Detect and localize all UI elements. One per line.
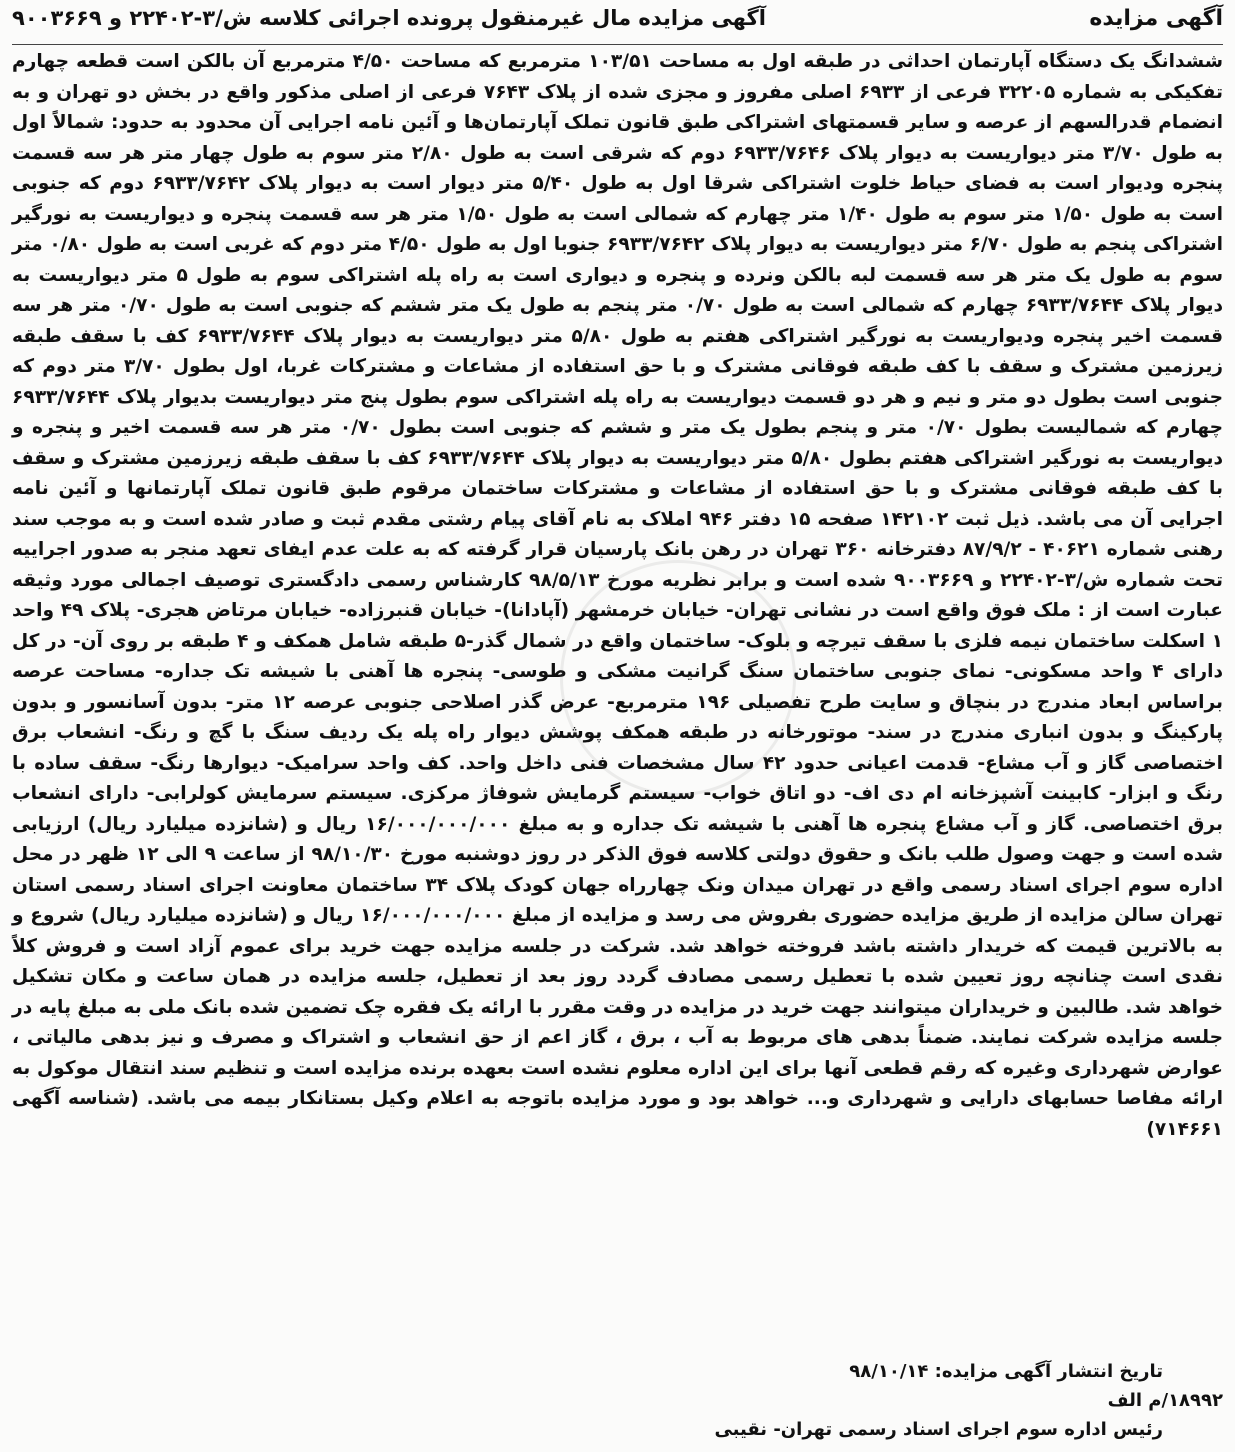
footer-row-signature	[12, 1415, 1223, 1444]
notice-header	[12, 6, 1223, 45]
notice-title: آگهی مزایده مال غیرمنقول پرونده اجرائی کلاسه ش/۳-۲۲۴۰۲ و ۹۰۰۳۶۶۹	[12, 6, 766, 30]
notice-label: آگهی مزایده	[1089, 6, 1223, 31]
footer-row-ref	[12, 1386, 1223, 1415]
notice-footer	[12, 1357, 1223, 1444]
signature-line: رئیس اداره سوم اجرای اسناد رسمی تهران- نقیبی	[714, 1419, 1163, 1440]
footer-row-date	[12, 1357, 1223, 1386]
notice-body	[12, 47, 1223, 1145]
notice-paragraph: ششدانگ یک دستگاه آپارتمان احداثی در طبقه اول به مساحت ۱۰۳/۵۱ مترمربع که مساحت ۴/۵۰ مترمربع آن بالکن است قطعه چهارم تفکیکی به شماره ۳۲۲۰۵ فرعی از ۶۹۳۳ اصلی مفروز و مجزی شده از پلاک ۷۶۴۳ فرعی از اصلی مذکور واقع در بخش دو تهران و به انضمام قدرالسهم از عرصه و سایر قسمتهای اشتراکی طبق قانون تملک آپارتمان‌ها و آئین نامه اجرایی آن محدود به حدود: شمالاً اول به طول ۳/۷۰ متر دیواریست به دیوار پلاک ۶۹۳۳/۷۶۴۶ دوم که شرقی است به طول ۲/۸۰ متر سوم به طول چهار متر هر سه قسمت پنجره ودیوار است به فضای حیاط خلوت اشتراکی شرقا اول به طول ۵/۴۰ متر دیوار است به دیوار پلاک ۶۹۳۳/۷۶۴۲ دوم که جنوبی است به طول ۱/۵۰ متر سوم به طول ۱/۴۰ متر چهارم که شمالی است به طول ۱/۵۰ متر هر سه قسمت پنجره و دیواریست به نورگیر اشتراکی پنجم به طول ۶/۷۰ متر دیواریست به دیوار پلاک ۶۹۳۳/۷۶۴۲ جنوبا اول به طول ۴/۵۰ متر دوم که غربی است به طول ۰/۸۰ متر سوم به طول یک متر هر سه قسمت لبه بالکن ونرده و پنجره و دیواری است به راه پله اشتراکی سوم به طول ۵ متر دیواریست به دیوار پلاک ۶۹۳۳/۷۶۴۴ چهارم که شمالی است به طول ۰/۷۰ متر پنجم به طول یک متر ششم که جنوبی است به طول ۰/۷۰ متر هر سه قسمت اخیر پنجره ودیواریست به نورگیر اشتراکی هفتم به طول ۵/۸۰ متر دیواریست به دیوار پلاک ۶۹۳۳/۷۶۴۴ کف با سقف طبقه زیرزمین مشترک و سقف با کف طبقه فوقانی مشترک و با حق استفاده از مشاعات و مشترکات غربا، اول بطول ۳/۷۰ متر دوم که جنوبی است بطول دو متر و نیم و هر دو قسمت دیواریست به راه پله اشتراکی سوم بطول پنج متر دیواریست بدیوار پلاک ۶۹۳۳/۷۶۴۴ چهارم که شمالیست بطول ۰/۷۰ متر و پنجم بطول یک متر و ششم که جنوبی است بطول ۰/۷۰ متر هر سه قسمت اخیر و پنجره و دیواریست به نورگیر اشتراکی هفتم بطول ۵/۸۰ متر دیواریست به دیوار پلاک ۶۹۳۳/۷۶۴۴ کف با سقف طبقه زیرزمین مشترک و سقف با کف طبقه فوقانی مشترک و با حق استفاده از مشاعات و مشترکات ساختمان مرقوم طبق قانون تملک آپارتمانها و آئین نامه اجرایی آن می باشد. ذیل ثبت ۱۴۲۱۰۲ صفحه ۱۵ دفتر ۹۴۶ املاک به نام آقای پیام رشتی مقدم ثبت و صادر شده است و به موجب سند رهنی شماره ۴۰۶۲۱ - ۸۷/۹/۲ دفترخانه ۳۶۰ تهران در رهن بانک پارسیان قرار گرفته که به علت عدم ایفای تعهد منجر به صدور اجراییه تحت شماره ش/۳-۲۲۴۰۲ و ۹۰۰۳۶۶۹ شده است و برابر نظریه مورخ ۹۸/۵/۱۳ کارشناس رسمی دادگستری توصیف اجمالی مورد وثیقه عبارت است از : ملک فوق واقع است در نشانی تهران- خیابان خرمشهر (آپادانا)- خیابان قنبرزاده- خیابان مرتاض هجری- پلاک ۴۹ واحد ۱ اسکلت ساختمان نیمه فلزی با سقف تیرچه و بلوک- ساختمان واقع در شمال گذر-۵ طبقه شامل همکف و ۴ طبقه بر روی آن- در کل دارای ۴ واحد مسکونی- نمای جنوبی ساختمان سنگ گرانیت مشکی و طوسی- پنجره ها آهنی با شیشه تک جداره- مساحت عرصه براساس ابعاد مندرج در بنچاق و سایت طرح تفصیلی ۱۹۶ مترمربع- عرض گذر اصلاحی جنوبی عرصه ۱۲ متر- بدون آسانسور و بدون پارکینگ و بدون انباری مندرج در سند- موتورخانه در طبقه همکف پوشش دیوار راه پله یک ردیف سنگ با گچ و رنگ- انشعاب برق اختصاصی گاز و آب مشاع- قدمت اعیانی حدود ۴۲ سال مشخصات فنی داخل واحد. کف واحد سرامیک- دیوارها رنگ- سقف ساده با رنگ و ابزار- کابینت آشپزخانه ام دی اف- دو اتاق خواب- سیستم گرمایش شوفاژ مرکزی. سیستم سرمایش کولرابی- دارای انشعاب برق اختصاصی. گاز و آب مشاع پنجره ها آهنی با شیشه تک جداره و به مبلغ ۱۶/۰۰۰/۰۰۰/۰۰۰ ریال و (شانزده میلیارد ریال) ارزیابی شده است و جهت وصول طلب بانک و حقوق دولتی کلاسه فوق الذکر در روز دوشنبه مورخ ۹۸/۱۰/۳۰ از ساعت ۹ الی ۱۲ ظهر در محل اداره سوم اجرای اسناد رسمی واقع در تهران میدان ونک چهارراه جهان کودک پلاک ۳۴ ساختمان معاونت اجرای اسناد رسمی استان تهران سالن مزایده از طریق مزایده حضوری بفروش می رسد و مزایده از مبلغ ۱۶/۰۰۰/۰۰۰/۰۰۰ ریال و (شانزده میلیارد ریال) شروع و به بالاترین قیمت که خریدار داشته باشد فروخته خواهد شد. شرکت در جلسه مزایده جهت خرید برای عموم آزاد است و فروش کلاً نقدی است چنانچه روز تعیین شده با تعطیل رسمی مصادف گردد روز بعد از تعطیل، جلسه مزایده در همان ساعت و مکان تشکیل خواهد شد. طالبین و خریداران میتوانند جهت خرید در مزایده در وقت مقرر با ارائه یک فقره چک تضمین شده بانک ملی به مبلغ پایه در جلسه مزایده شرکت نمایند. ضمناً بدهی های مربوط به آب ، برق ، گاز اعم از حق انشعاب و اشتراک و مصرف و نیز بدهی مالیاتی ، عوارض شهرداری وغیره که رقم قطعی آنها برای این اداره معلوم نشده است بعهده برنده مزایده است و تنظیم سند انتقال موکول به ارائه مفاصا حسابهای دارایی و شهرداری و... خواهد بود و مورد مزایده باتوجه به اعلام وکیل بستانکار بیمه می باشد. (شناسه آگهی ۷۱۴۶۶۱)	[12, 51, 1224, 1140]
publish-date: تاریخ انتشار آگهی مزایده: ۹۸/۱۰/۱۴	[849, 1361, 1163, 1382]
reference-number: ۱۸۹۹۲/م الف	[1107, 1390, 1223, 1411]
